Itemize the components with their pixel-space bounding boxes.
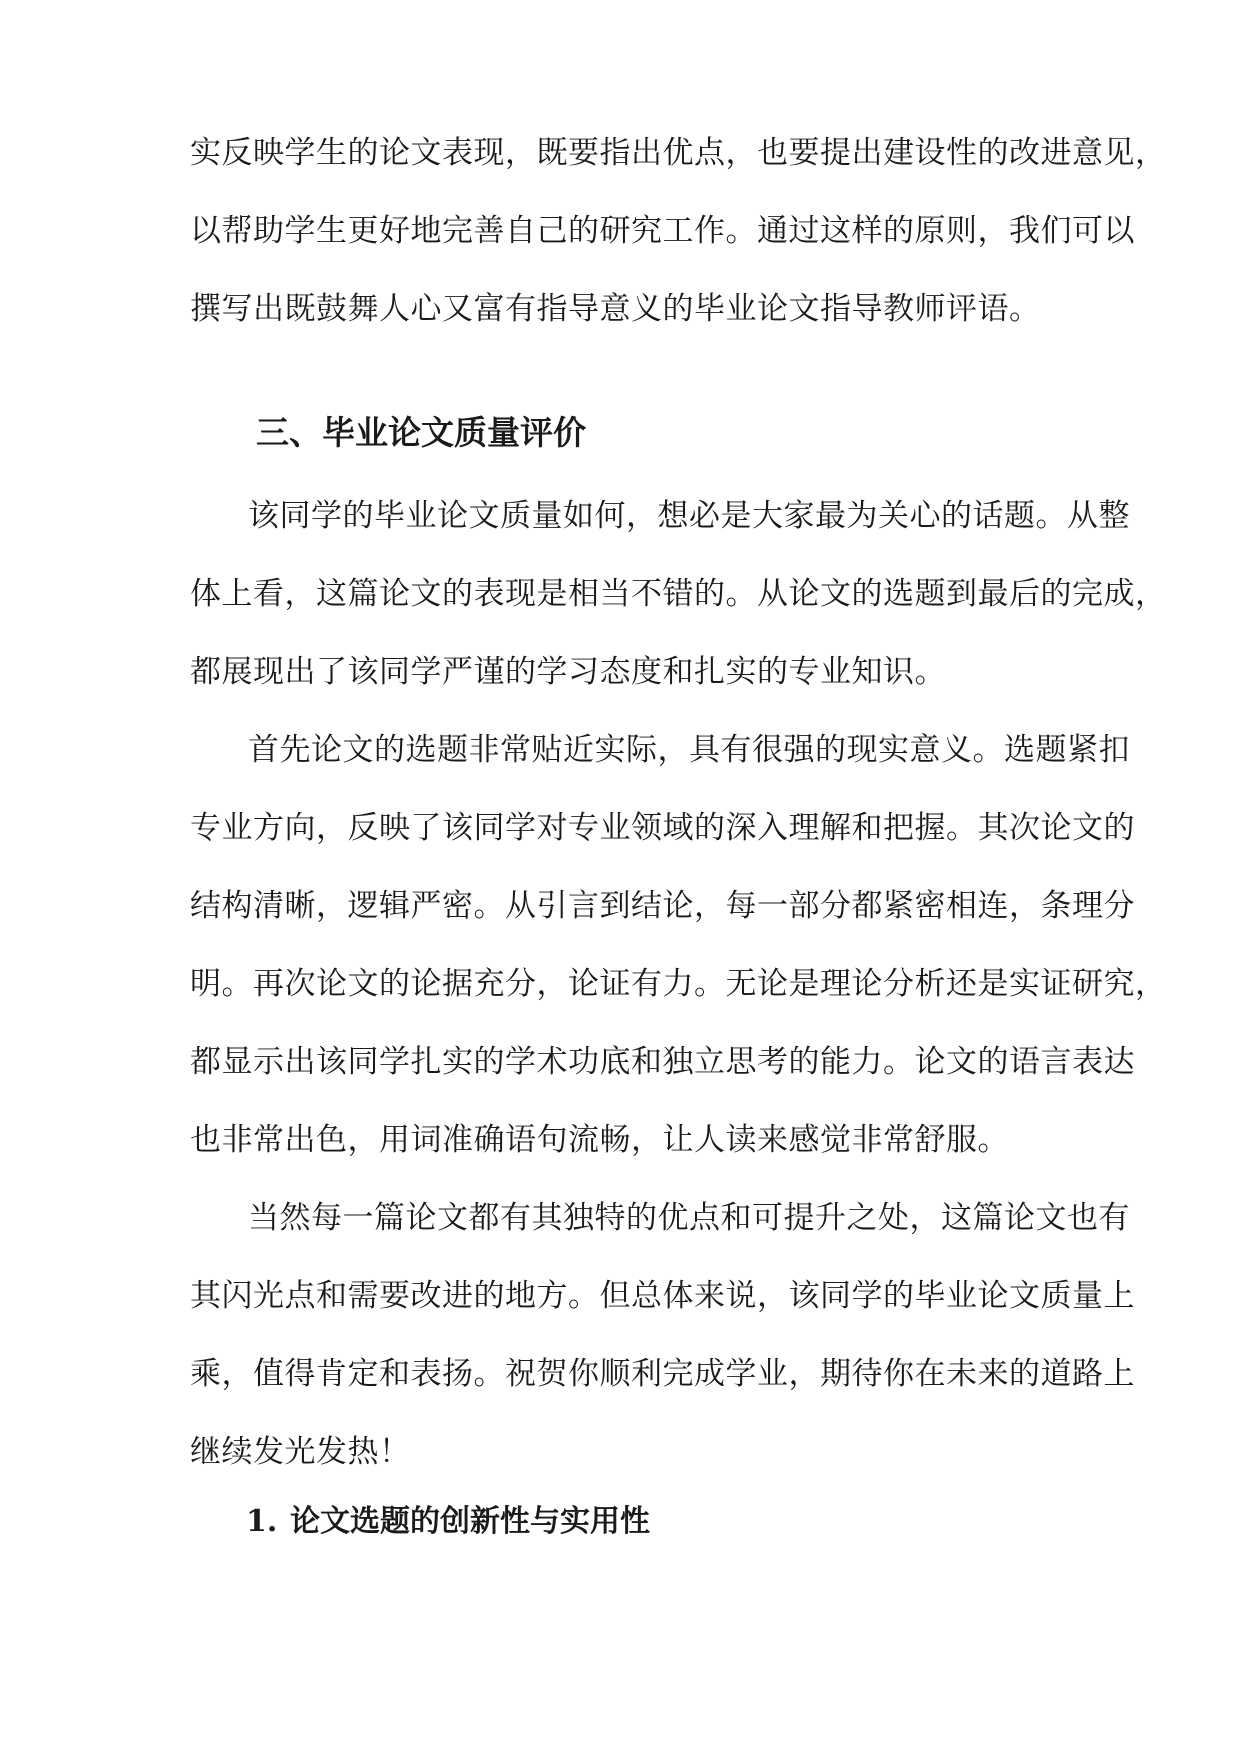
paragraph-line: 继续发光发热！: [190, 1434, 411, 1470]
paragraph-line: 首先论文的选题非常贴近实际，具有很强的现实意义。选题紧扣: [248, 732, 1130, 768]
paragraph-line: 都展现出了该同学严谨的学习态度和扎实的专业知识。: [190, 654, 946, 690]
paragraph-line: 其闪光点和需要改进的地方。但总体来说，该同学的毕业论文质量上: [190, 1278, 1135, 1314]
paragraph-line: 当然每一篇论文都有其独特的优点和可提升之处，这篇论文也有: [248, 1200, 1130, 1236]
paragraph-line: 实反映学生的论文表现，既要指出优点，也要提出建设性的改进意见，: [190, 135, 1167, 171]
paragraph-line: 也非常出色，用词准确语句流畅，让人读来感觉非常舒服。: [190, 1122, 1009, 1158]
paragraph-line: 以帮助学生更好地完善自己的研究工作。通过这样的原则，我们可以: [190, 213, 1135, 249]
paragraph-line: 撰写出既鼓舞人心又富有指导意义的毕业论文指导教师评语。: [190, 291, 1041, 327]
subsection-title: 论文选题的创新性与实用性: [290, 1504, 650, 1539]
paragraph-line: 该同学的毕业论文质量如何，想必是大家最为关心的话题。从整: [248, 498, 1130, 534]
paragraph-line: 体上看，这篇论文的表现是相当不错的。从论文的选题到最后的完成，: [190, 576, 1167, 612]
paragraph-line: 结构清晰，逻辑严密。从引言到结论，每一部分都紧密相连，条理分: [190, 888, 1135, 924]
section-heading: 三、毕业论文质量评价: [256, 413, 586, 452]
paragraph-line: 明。再次论文的论据充分，论证有力。无论是理论分析还是实证研究，: [190, 966, 1167, 1002]
paragraph-line: 专业方向，反映了该同学对专业领域的深入理解和把握。其次论文的: [190, 810, 1135, 846]
paragraph-line: 都显示出该同学扎实的学术功底和独立思考的能力。论文的语言表达: [190, 1044, 1135, 1080]
subsection-heading: [246, 1500, 650, 1544]
paragraph-line: 乘，值得肯定和表扬。祝贺你顺利完成学业，期待你在未来的道路上: [190, 1356, 1135, 1392]
subsection-number: 1.: [246, 1504, 278, 1539]
